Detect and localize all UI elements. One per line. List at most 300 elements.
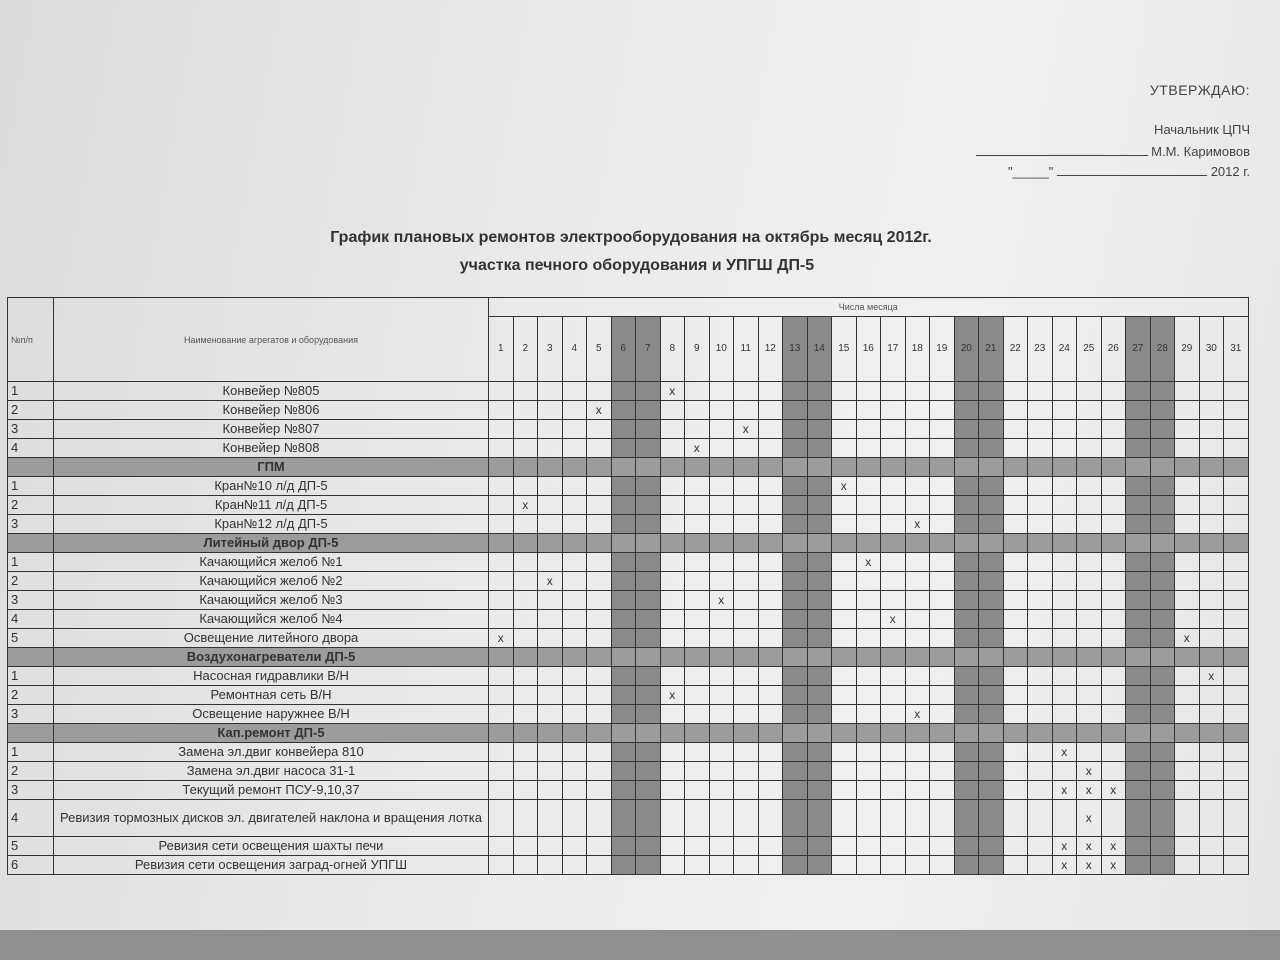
day-cell (1224, 610, 1249, 629)
header-day-11: 11 (734, 317, 759, 382)
day-cell (758, 515, 783, 534)
day-cell (489, 800, 514, 837)
day-cell (1199, 629, 1224, 648)
day-cell (905, 800, 930, 837)
header-day-13: 13 (783, 317, 808, 382)
day-cell (489, 856, 514, 875)
day-cell (587, 762, 612, 781)
day-cell (954, 800, 979, 837)
day-cell (636, 591, 661, 610)
day-cell (1101, 762, 1126, 781)
day-cell (807, 667, 832, 686)
section-day-cell (856, 458, 881, 477)
day-cell (685, 781, 710, 800)
day-cell (636, 382, 661, 401)
section-day-cell (513, 648, 538, 667)
day-cell (1101, 629, 1126, 648)
day-cell (783, 553, 808, 572)
day-cell (1101, 496, 1126, 515)
section-day-cell (489, 724, 514, 743)
day-cell (930, 762, 955, 781)
day-cell (1175, 420, 1200, 439)
section-day-cell (587, 534, 612, 553)
day-cell (1028, 553, 1053, 572)
day-cell (1101, 572, 1126, 591)
section-day-cell (1101, 724, 1126, 743)
day-cell (1052, 705, 1077, 724)
document-subtitle: участка печного оборудования и УПГШ ДП-5 (459, 257, 815, 274)
day-cell (856, 401, 881, 420)
day-cell (1126, 781, 1151, 800)
day-cell (538, 686, 563, 705)
day-cell (1175, 667, 1200, 686)
day-cell (513, 610, 538, 629)
day-cell (783, 667, 808, 686)
day-cell (1126, 382, 1151, 401)
row-number: 1 (8, 553, 54, 572)
day-cell (1175, 837, 1200, 856)
day-cell (856, 667, 881, 686)
day-cell (1224, 856, 1249, 875)
section-day-cell (1150, 534, 1175, 553)
day-cell (1052, 477, 1077, 496)
day-cell (881, 420, 906, 439)
day-cell (979, 591, 1004, 610)
day-cell (709, 705, 734, 724)
day-cell (1028, 515, 1053, 534)
section-day-cell (1150, 648, 1175, 667)
day-cell (979, 781, 1004, 800)
day-cell (954, 837, 979, 856)
day-cell (783, 705, 808, 724)
day-cell (979, 686, 1004, 705)
day-cell (611, 591, 636, 610)
day-cell (881, 629, 906, 648)
row-number: 3 (8, 781, 54, 800)
table-row (8, 382, 1249, 401)
day-cell (1003, 591, 1028, 610)
day-cell (979, 401, 1004, 420)
day-cell (1224, 837, 1249, 856)
schedule-table (7, 297, 1249, 875)
day-cell (783, 629, 808, 648)
day-cell (562, 496, 587, 515)
day-cell (734, 743, 759, 762)
day-cell (1003, 686, 1028, 705)
day-cell (587, 629, 612, 648)
day-cell (636, 762, 661, 781)
header-day-17: 17 (881, 317, 906, 382)
repair-mark: x (709, 591, 734, 610)
section-day-cell (1003, 648, 1028, 667)
day-cell (1126, 572, 1151, 591)
day-cell (1224, 800, 1249, 837)
day-cell (709, 401, 734, 420)
day-cell (905, 420, 930, 439)
repair-mark: x (1077, 800, 1102, 837)
day-cell (905, 610, 930, 629)
section-day-cell (562, 458, 587, 477)
day-cell (587, 496, 612, 515)
day-cell (954, 496, 979, 515)
day-cell (611, 629, 636, 648)
section-day-cell (1101, 534, 1126, 553)
section-day-cell (1126, 648, 1151, 667)
day-cell (807, 420, 832, 439)
day-cell (1077, 401, 1102, 420)
day-cell (734, 553, 759, 572)
section-day-cell (636, 458, 661, 477)
day-cell (832, 781, 857, 800)
day-cell (538, 477, 563, 496)
day-cell (807, 401, 832, 420)
day-cell (1175, 781, 1200, 800)
day-cell (930, 856, 955, 875)
day-cell (807, 705, 832, 724)
day-cell (979, 856, 1004, 875)
day-cell (832, 629, 857, 648)
day-cell (562, 800, 587, 837)
day-cell (954, 629, 979, 648)
day-cell (807, 572, 832, 591)
day-cell (1199, 686, 1224, 705)
day-cell (807, 496, 832, 515)
day-cell (1150, 743, 1175, 762)
day-cell (685, 420, 710, 439)
day-cell (1077, 743, 1102, 762)
day-cell (1028, 856, 1053, 875)
section-day-cell (881, 458, 906, 477)
day-cell (979, 553, 1004, 572)
day-cell (1052, 382, 1077, 401)
day-cell (611, 856, 636, 875)
day-cell (1028, 837, 1053, 856)
day-cell (832, 667, 857, 686)
day-cell (538, 781, 563, 800)
repair-mark: x (489, 629, 514, 648)
day-cell (660, 837, 685, 856)
header-day-21: 21 (979, 317, 1004, 382)
section-day-cell (685, 648, 710, 667)
day-cell (1077, 477, 1102, 496)
day-cell (1028, 686, 1053, 705)
header-day-20: 20 (954, 317, 979, 382)
day-cell (660, 667, 685, 686)
day-cell (1224, 439, 1249, 458)
day-cell (685, 401, 710, 420)
day-cell (538, 439, 563, 458)
section-day-cell (1126, 458, 1151, 477)
section-day-cell (930, 648, 955, 667)
day-cell (636, 837, 661, 856)
section-day-cell (1199, 458, 1224, 477)
day-cell (1003, 629, 1028, 648)
day-cell (709, 572, 734, 591)
equipment-name: Конвейер №807 (54, 420, 489, 439)
day-cell (1126, 705, 1151, 724)
schedule-table-wrapper (7, 297, 1249, 875)
day-cell (685, 382, 710, 401)
day-cell (489, 515, 514, 534)
header-day-24: 24 (1052, 317, 1077, 382)
day-cell (954, 781, 979, 800)
day-cell (856, 591, 881, 610)
day-cell (685, 856, 710, 875)
day-cell (1003, 420, 1028, 439)
day-cell (636, 439, 661, 458)
day-cell (636, 705, 661, 724)
day-cell (979, 610, 1004, 629)
section-day-cell (1199, 724, 1224, 743)
day-cell (881, 686, 906, 705)
day-cell (832, 420, 857, 439)
day-cell (856, 629, 881, 648)
day-cell (709, 856, 734, 875)
day-cell (758, 800, 783, 837)
section-day-cell (611, 458, 636, 477)
section-day-cell (954, 724, 979, 743)
section-day-cell (562, 724, 587, 743)
section-day-cell (1175, 724, 1200, 743)
day-cell (685, 667, 710, 686)
day-cell (1224, 629, 1249, 648)
day-cell (489, 762, 514, 781)
equipment-name: Качающийся желоб №4 (54, 610, 489, 629)
day-cell (734, 800, 759, 837)
section-day-cell (832, 534, 857, 553)
day-cell (587, 515, 612, 534)
day-cell (832, 401, 857, 420)
day-cell (1199, 439, 1224, 458)
day-cell (660, 800, 685, 837)
day-cell (1101, 705, 1126, 724)
day-cell (636, 781, 661, 800)
day-cell (758, 837, 783, 856)
equipment-name: Качающийся желоб №2 (54, 572, 489, 591)
day-cell (807, 553, 832, 572)
day-cell (930, 743, 955, 762)
day-cell (1028, 496, 1053, 515)
day-cell (954, 610, 979, 629)
header-day-27: 27 (1126, 317, 1151, 382)
day-cell (636, 610, 661, 629)
day-cell (979, 629, 1004, 648)
section-day-cell (489, 534, 514, 553)
day-cell (1175, 572, 1200, 591)
day-cell (1052, 401, 1077, 420)
day-cell (758, 553, 783, 572)
day-cell (979, 420, 1004, 439)
section-day-cell (1028, 534, 1053, 553)
equipment-name: Качающийся желоб №3 (54, 591, 489, 610)
day-cell (1052, 667, 1077, 686)
day-cell (685, 553, 710, 572)
section-day-cell (905, 724, 930, 743)
section-day-cell (954, 648, 979, 667)
day-cell (979, 515, 1004, 534)
day-cell (734, 667, 759, 686)
day-cell (1028, 420, 1053, 439)
day-cell (489, 781, 514, 800)
day-cell (660, 477, 685, 496)
row-number: 6 (8, 856, 54, 875)
day-cell (513, 629, 538, 648)
day-cell (1052, 439, 1077, 458)
day-cell (734, 856, 759, 875)
day-cell (562, 762, 587, 781)
day-cell (1150, 837, 1175, 856)
day-cell (1199, 837, 1224, 856)
section-day-cell (1077, 458, 1102, 477)
repair-mark: x (660, 686, 685, 705)
day-cell (685, 686, 710, 705)
section-day-cell (1101, 648, 1126, 667)
day-cell (1224, 477, 1249, 496)
section-day-cell (832, 648, 857, 667)
day-cell (954, 382, 979, 401)
day-cell (513, 743, 538, 762)
day-cell (611, 515, 636, 534)
day-cell (783, 837, 808, 856)
section-day-cell (807, 724, 832, 743)
day-cell (709, 496, 734, 515)
day-cell (513, 800, 538, 837)
day-cell (856, 856, 881, 875)
day-cell (979, 743, 1004, 762)
day-cell (979, 762, 1004, 781)
section-day-cell (979, 534, 1004, 553)
table-row (8, 439, 1249, 458)
header-day-6: 6 (611, 317, 636, 382)
day-cell (1052, 629, 1077, 648)
day-cell (562, 781, 587, 800)
day-cell (685, 591, 710, 610)
day-cell (513, 781, 538, 800)
day-cell (1126, 591, 1151, 610)
day-cell (930, 781, 955, 800)
day-cell (832, 610, 857, 629)
section-day-cell (1077, 648, 1102, 667)
day-cell (1199, 705, 1224, 724)
day-cell (1077, 610, 1102, 629)
day-cell (636, 553, 661, 572)
day-cell (1003, 401, 1028, 420)
table-row (8, 800, 1249, 837)
repair-mark: x (1101, 781, 1126, 800)
day-cell (832, 553, 857, 572)
day-cell (783, 572, 808, 591)
section-title: ГПМ (54, 458, 489, 477)
day-cell (783, 762, 808, 781)
section-day-cell (611, 648, 636, 667)
day-cell (513, 705, 538, 724)
day-cell (856, 572, 881, 591)
table-row (8, 686, 1249, 705)
day-cell (1199, 781, 1224, 800)
table-row (8, 743, 1249, 762)
day-cell (636, 743, 661, 762)
day-cell (856, 781, 881, 800)
repair-mark: x (1199, 667, 1224, 686)
day-cell (930, 572, 955, 591)
day-cell (538, 515, 563, 534)
day-cell (1126, 477, 1151, 496)
day-cell (1175, 401, 1200, 420)
day-cell (1126, 667, 1151, 686)
day-cell (636, 477, 661, 496)
section-day-cell (1052, 724, 1077, 743)
day-cell (734, 382, 759, 401)
day-cell (1101, 401, 1126, 420)
section-day-cell (636, 648, 661, 667)
document-title: График плановых ремонтов электрооборудования на октябрь месяц 2012г. (330, 229, 932, 246)
day-cell (1224, 515, 1249, 534)
approval-name: М.М. Каримовов (1151, 144, 1250, 159)
day-cell (1003, 610, 1028, 629)
day-cell (1101, 515, 1126, 534)
day-cell (1175, 705, 1200, 724)
section-day-cell (611, 534, 636, 553)
day-cell (1175, 515, 1200, 534)
day-cell (1224, 401, 1249, 420)
section-day-cell (1028, 458, 1053, 477)
day-cell (930, 629, 955, 648)
section-day-cell (881, 648, 906, 667)
day-cell (1101, 553, 1126, 572)
day-cell (538, 667, 563, 686)
day-cell (1126, 762, 1151, 781)
approval-year: 2012 г. (1210, 164, 1250, 179)
day-cell (562, 401, 587, 420)
schedule-body (8, 382, 1249, 875)
section-title: Кап.ремонт ДП-5 (54, 724, 489, 743)
day-cell (930, 439, 955, 458)
section-day-cell (1126, 534, 1151, 553)
day-cell (734, 572, 759, 591)
repair-mark: x (1175, 629, 1200, 648)
section-day-cell (1175, 458, 1200, 477)
day-cell (1101, 382, 1126, 401)
equipment-name: Качающийся желоб №1 (54, 553, 489, 572)
day-cell (562, 743, 587, 762)
repair-mark: x (1101, 856, 1126, 875)
day-cell (758, 781, 783, 800)
table-row (8, 856, 1249, 875)
header-day-9: 9 (685, 317, 710, 382)
table-row (8, 572, 1249, 591)
day-cell (1224, 705, 1249, 724)
day-cell (881, 667, 906, 686)
day-cell (685, 762, 710, 781)
day-cell (832, 686, 857, 705)
header-day-19: 19 (930, 317, 955, 382)
day-cell (1028, 800, 1053, 837)
day-cell (587, 743, 612, 762)
equipment-name: Освещение литейного двора (54, 629, 489, 648)
section-day-cell (538, 648, 563, 667)
table-row (8, 781, 1249, 800)
day-cell (954, 705, 979, 724)
day-cell (611, 837, 636, 856)
day-cell (1126, 439, 1151, 458)
day-cell (930, 800, 955, 837)
section-day-cell (734, 458, 759, 477)
day-cell (1126, 686, 1151, 705)
section-day-cell (1003, 724, 1028, 743)
day-cell (1003, 477, 1028, 496)
section-day-cell (685, 458, 710, 477)
day-cell (660, 553, 685, 572)
